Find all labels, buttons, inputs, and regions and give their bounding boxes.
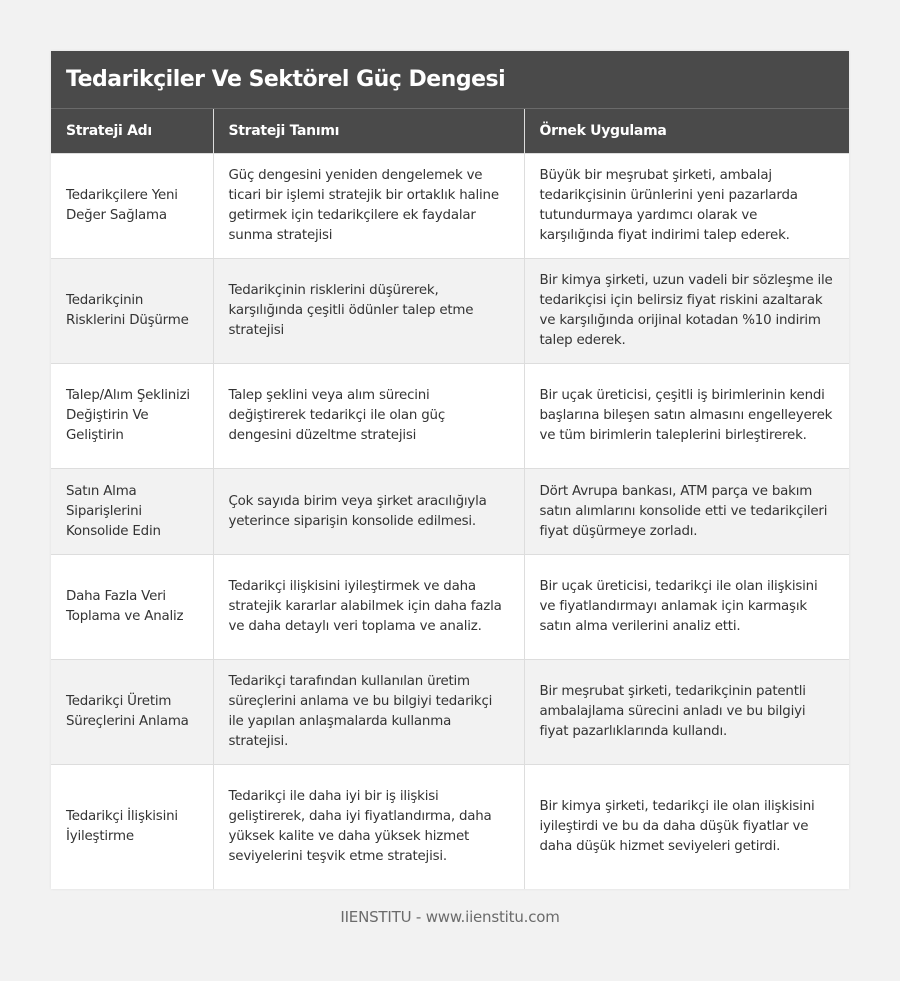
strategy-definition-cell: Tedarikçi tarafından kullanılan üretim süreçlerini anlama ve bu bilgiyi tedarikçi ile yapılan anlaşmalarda kullanma stratejisi. bbox=[213, 660, 524, 765]
strategy-table bbox=[51, 109, 849, 889]
example-cell: Bir kimya şirketi, tedarikçi ile olan ilişkisini iyileştirdi ve bu da daha düşük fiyatlar ve daha düşük hizmet seviyeleri getirdi. bbox=[524, 765, 849, 890]
table-row bbox=[51, 555, 849, 660]
table-row bbox=[51, 469, 849, 555]
example-cell: Bir kimya şirketi, uzun vadeli bir sözleşme ile tedarikçisi için belirsiz fiyat riskini azaltarak ve karşılığında orijinal kotadan %10 indirim talep ederek. bbox=[524, 259, 849, 364]
strategy-definition-cell: Tedarikçinin risklerini düşürerek, karşılığında çeşitli ödünler talep etme stratejisi bbox=[213, 259, 524, 364]
table-row bbox=[51, 364, 849, 469]
strategy-definition-cell: Talep şeklini veya alım sürecini değiştirerek tedarikçi ile olan güç dengesini düzeltme stratejisi bbox=[213, 364, 524, 469]
example-cell: Büyük bir meşrubat şirketi, ambalaj tedarikçisinin ürünlerini yeni pazarlarda tutundurmaya yardımcı olarak ve karşılığında fiyat indirimi talep ederek. bbox=[524, 154, 849, 259]
table-row bbox=[51, 154, 849, 259]
table-row bbox=[51, 259, 849, 364]
column-header-example: Örnek Uygulama bbox=[524, 109, 849, 154]
strategy-name-cell: Satın Alma Siparişlerini Konsolide Edin bbox=[51, 469, 213, 555]
table-header-row bbox=[51, 109, 849, 154]
footer-credit: IIENSTITU - www.iienstitu.com bbox=[340, 908, 560, 926]
table-row bbox=[51, 765, 849, 890]
table-row bbox=[51, 660, 849, 765]
strategy-definition-cell: Çok sayıda birim veya şirket aracılığıyla yeterince siparişin konsolide edilmesi. bbox=[213, 469, 524, 555]
strategy-table-card bbox=[51, 51, 849, 889]
example-cell: Dört Avrupa bankası, ATM parça ve bakım satın alımlarını konsolide etti ve tedarikçileri fiyat düşürmeye zorladı. bbox=[524, 469, 849, 555]
strategy-definition-cell: Tedarikçi ile daha iyi bir iş ilişkisi geliştirerek, daha iyi fiyatlandırma, daha yüksek kalite ve daha yüksek hizmet seviyelerini teşvik etme stratejisi. bbox=[213, 765, 524, 890]
page-title: Tedarikçiler Ve Sektörel Güç Dengesi bbox=[51, 51, 849, 109]
example-cell: Bir uçak üreticisi, tedarikçi ile olan ilişkisini ve fiyatlandırmayı anlamak için karmaşık satın alma verilerini analiz etti. bbox=[524, 555, 849, 660]
column-header-strategy-definition: Strateji Tanımı bbox=[213, 109, 524, 154]
strategy-name-cell: Tedarikçinin Risklerini Düşürme bbox=[51, 259, 213, 364]
strategy-name-cell: Tedarikçi Üretim Süreçlerini Anlama bbox=[51, 660, 213, 765]
strategy-name-cell: Tedarikçilere Yeni Değer Sağlama bbox=[51, 154, 213, 259]
strategy-name-cell: Talep/Alım Şeklinizi Değiştirin Ve Geliştirin bbox=[51, 364, 213, 469]
column-header-strategy-name: Strateji Adı bbox=[51, 109, 213, 154]
example-cell: Bir uçak üreticisi, çeşitli iş birimlerinin kendi başlarına bileşen satın almasını engelleyerek ve tüm birimlerin taleplerini birleştirerek. bbox=[524, 364, 849, 469]
strategy-definition-cell: Tedarikçi ilişkisini iyileştirmek ve daha stratejik kararlar alabilmek için daha fazla ve daha detaylı veri toplama ve analiz. bbox=[213, 555, 524, 660]
strategy-definition-cell: Güç dengesini yeniden dengelemek ve ticari bir işlemi stratejik bir ortaklık haline getirmek için tedarikçilere ek faydalar sunma stratejisi bbox=[213, 154, 524, 259]
example-cell: Bir meşrubat şirketi, tedarikçinin patentli ambalajlama sürecini anladı ve bu bilgiyi fiyat pazarlıklarında kullandı. bbox=[524, 660, 849, 765]
strategy-name-cell: Tedarikçi İlişkisini İyileştirme bbox=[51, 765, 213, 890]
strategy-name-cell: Daha Fazla Veri Toplama ve Analiz bbox=[51, 555, 213, 660]
